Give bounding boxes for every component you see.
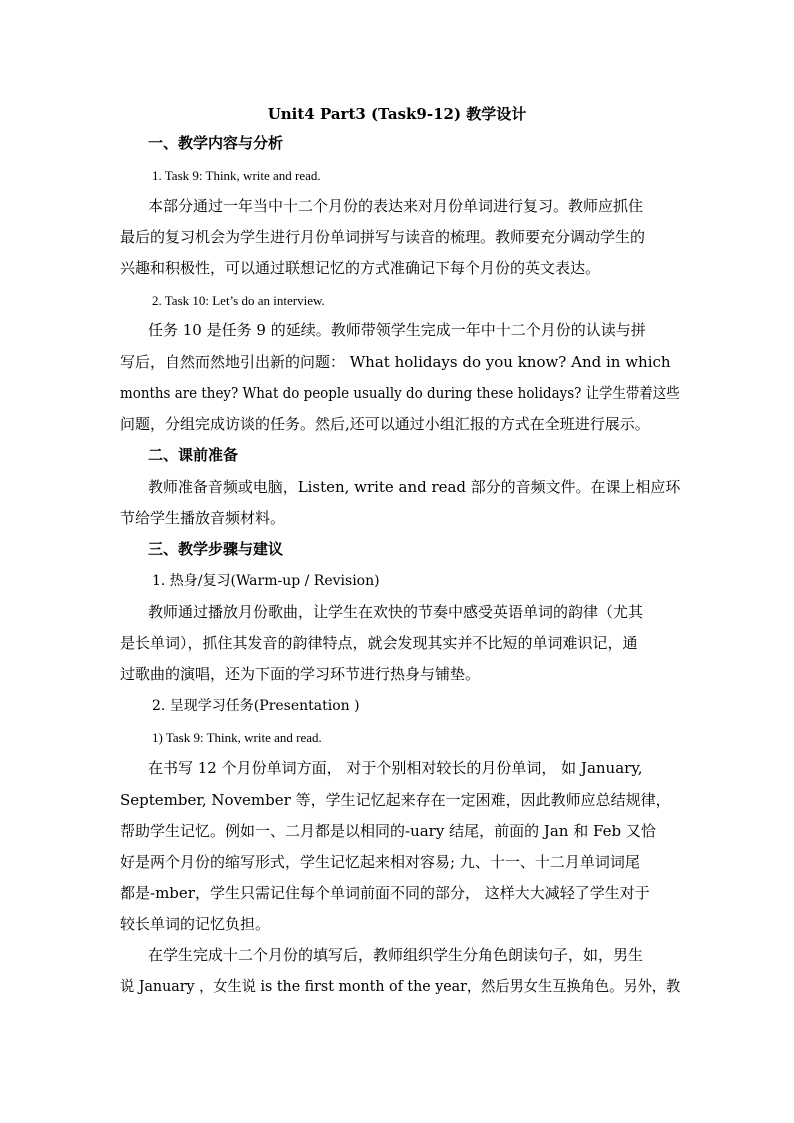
task9-item: 1. Task 9: Think, write and read. [152,168,321,183]
paragraph-line: 说 January ，女生说 is the first month of the year，然后男女生互换角色。另外，教 [120,977,681,995]
paragraph-line: 是长单词），抓住其发音的韵律特点，就会发现其实并不比短的单词难识记，通 [120,634,638,652]
paragraph-line: 最后的复习机会为学生进行月份单词拼写与读音的梳理。教师要充分调动学生的 [120,228,646,246]
task10-item: 2. Task 10: Let’s do an interview. [152,293,325,308]
document-title: Unit4 Part3 (Task9-12) 教学设计 [267,105,527,123]
paragraph-line: 写后，自然而然地引出新的问题： What holidays do you know? And in which [120,353,671,371]
paragraph-line: 教师准备音频或电脑，Listen, write and read 部分的音频文件。在课上相应环 [148,478,681,496]
section-heading-preparation: 二、课前准备 [148,446,239,464]
paragraph-line: 过歌曲的演唱，还为下面的学习环节进行热身与铺垫。 [120,665,481,683]
paragraph-line: 教师通过播放月份歌曲，让学生在欢快的节奏中感受英语单词的韵律（尤其 [148,603,644,621]
paragraph-line: 较长单词的记忆负担。 [120,915,271,933]
paragraph-line: 帮助学生记忆。例如一、二月都是以相同的-uary 结尾，前面的 Jan 和 Feb 又恰 [120,822,656,840]
paragraph-line: months are they? What do people usually do during these holidays? 让学生带着这些 [120,384,680,402]
paragraph-line: 在学生完成十二个月份的填写后，教师组织学生分角色朗读句子，如，男生 [148,946,644,964]
paragraph-line: 本部分通过一年当中十二个月份的表达来对月份单词进行复习。教师应抓住 [148,197,644,215]
paragraph-line: September, November 等，学生记忆起来存在一定困难，因此教师应总结规律， [120,791,671,809]
paragraph-line: 都是-mber，学生只需记住每个单词前面不同的部分， 这样大大减轻了学生对于 [120,884,650,902]
step-presentation: 2. 呈现学习任务(Presentation ) [152,698,360,714]
section-heading-content-analysis: 一、教学内容与分析 [148,134,284,152]
paragraph-line: 兴趣和积极性，可以通过联想记忆的方式准确记下每个月份的英文表达。 [120,259,601,277]
paragraph-line: 好是两个月份的缩写形式，学生记忆起来相对容易; 九、十一、十二月单词词尾 [120,853,640,871]
section-heading-teaching-steps: 三、教学步骤与建议 [148,540,284,558]
paragraph-line: 在书写 12 个月份单词方面， 对于个别相对较长的月份单词， 如 January, [148,759,643,777]
sub-task9: 1) Task 9: Think, write and read. [152,730,322,745]
paragraph-line: 节给学生播放音频材料。 [120,509,286,527]
paragraph-line: 问题，分组完成访谈的任务。然后,还可以通过小组汇报的方式在全班进行展示。 [120,415,650,433]
step-warmup: 1. 热身/复习(Warm-up / Revision) [152,573,380,589]
paragraph-line: 任务 10 是任务 9 的延续。教师带领学生完成一年中十二个月份的认读与拼 [148,321,646,339]
